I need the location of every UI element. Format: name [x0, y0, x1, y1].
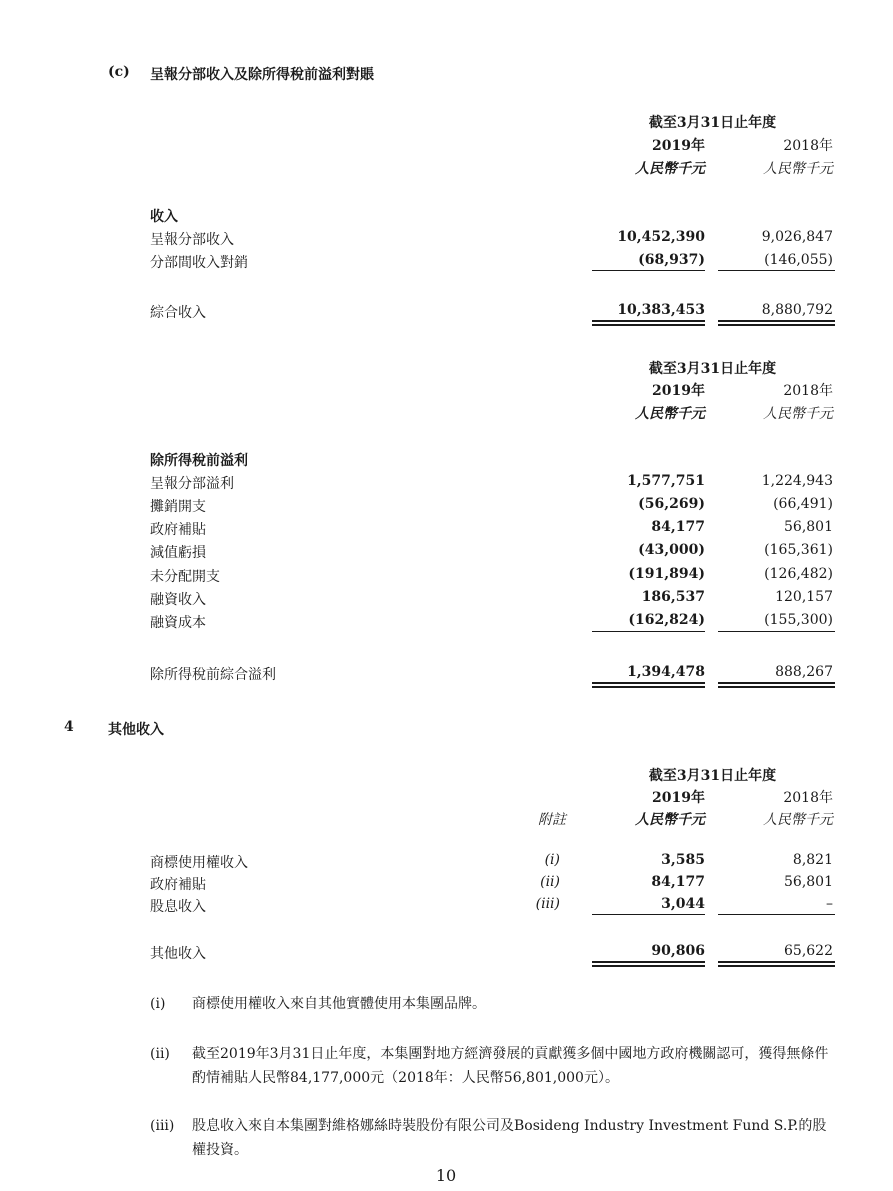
group-title: 收入	[150, 209, 178, 225]
table-cell-2019: 1,577,751	[627, 473, 705, 489]
unit-2018-header: 人民幣千元	[763, 812, 833, 828]
total-2018: 8,880,792	[761, 302, 833, 318]
table-cell-2019: 84,177	[651, 519, 705, 535]
year-2019-header: 2019年	[652, 138, 705, 154]
total-label: 其他收入	[150, 946, 206, 962]
subtotal-rule	[592, 270, 705, 271]
table-cell-2018: (165,361)	[764, 542, 833, 558]
section-number: 4	[64, 719, 74, 735]
table-row-label: 呈報分部溢利	[150, 476, 234, 492]
table-cell-2019: (56,269)	[638, 496, 705, 512]
note-text: 商標使用權收入來自其他實體使用本集團品牌。	[192, 996, 486, 1012]
total-2018: 65,622	[784, 943, 833, 959]
unit-2018-header: 人民幣千元	[763, 406, 833, 422]
period-header: 截至3月31日止年度	[648, 115, 777, 131]
total-label: 除所得稅前綜合溢利	[150, 667, 276, 683]
note-text: 截至2019年3月31日止年度，本集團對地方經濟發展的貢獻獲多個中國地方政府機關認可，獲得無條件酌情補貼人民幣84,177,000元（2018年：人民幣56,801,000元）。	[192, 1046, 829, 1086]
section-title: 呈報分部收入及除所得稅前溢利對賬	[150, 67, 374, 83]
subtotal-rule	[592, 914, 705, 915]
unit-2019-header: 人民幣千元	[635, 161, 705, 177]
subtotal-rule	[718, 914, 835, 915]
table-cell-2019: (43,000)	[638, 542, 705, 558]
table-cell-2018: (66,491)	[773, 496, 833, 512]
year-2018-header: 2018年	[783, 790, 833, 806]
table-cell-2019: 10,452,390	[617, 229, 705, 245]
table-row-label: 股息收入	[150, 899, 206, 915]
table-cell-2018: –	[826, 896, 833, 912]
year-2018-header: 2018年	[783, 383, 833, 399]
table-cell-2018: 1,224,943	[761, 473, 833, 489]
unit-2019-header: 人民幣千元	[635, 812, 705, 828]
section-title: 其他收入	[108, 722, 164, 738]
table-cell-2019: 3,044	[661, 896, 705, 912]
table-row-label: 融資成本	[150, 615, 206, 631]
table-row-label: 政府補貼	[150, 877, 206, 893]
table-row-label: 呈報分部收入	[150, 232, 234, 248]
table-row-label: 分部間收入對銷	[150, 255, 248, 271]
unit-2018-header: 人民幣千元	[763, 161, 833, 177]
table-cell-2019: (191,894)	[628, 566, 705, 582]
total-2018: 888,267	[775, 664, 833, 680]
subtotal-rule	[718, 631, 835, 632]
total-double-rule	[592, 320, 705, 326]
total-double-rule	[718, 320, 835, 326]
table-cell-note: (i)	[544, 852, 560, 868]
period-header: 截至3月31日止年度	[648, 768, 777, 784]
table-cell-2018: (126,482)	[764, 566, 833, 582]
group-title: 除所得稅前溢利	[150, 453, 248, 469]
table-cell-2018: 8,821	[792, 852, 833, 868]
page-number: 10	[435, 1166, 457, 1185]
table-cell-2018: (155,300)	[764, 612, 833, 628]
note-label: (iii)	[150, 1118, 175, 1134]
total-2019: 90,806	[651, 943, 705, 959]
total-2019: 10,383,453	[617, 302, 705, 318]
total-2019: 1,394,478	[627, 664, 705, 680]
year-2018-header: 2018年	[783, 138, 833, 154]
table-cell-2018: (146,055)	[764, 252, 833, 268]
table-row-label: 融資收入	[150, 592, 206, 608]
table-cell-2019: 186,537	[641, 589, 705, 605]
table-row-label: 攤銷開支	[150, 499, 206, 515]
unit-2019-header: 人民幣千元	[635, 406, 705, 422]
table-cell-2019: 84,177	[651, 874, 705, 890]
year-2019-header: 2019年	[652, 383, 705, 399]
section-label: (c)	[108, 64, 130, 80]
total-double-rule	[592, 682, 705, 688]
table-cell-2019: 3,585	[661, 852, 705, 868]
total-double-rule	[718, 682, 835, 688]
period-header: 截至3月31日止年度	[648, 361, 777, 377]
note-label: (i)	[150, 996, 166, 1012]
table-cell-note: (iii)	[535, 896, 560, 912]
table-row-label: 減值虧損	[150, 545, 206, 561]
table-row-label: 政府補貼	[150, 522, 206, 538]
table-cell-2018: 120,157	[775, 589, 833, 605]
note-text: 股息收入來自本集團對維格娜絲時裝股份有限公司及Bosideng Industry Investment Fund S.P.的股權投資。	[192, 1118, 827, 1158]
note-label: (ii)	[150, 1046, 170, 1062]
subtotal-rule	[592, 631, 705, 632]
total-label: 綜合收入	[150, 305, 206, 321]
table-row-label: 商標使用權收入	[150, 855, 248, 871]
table-cell-2018: 56,801	[784, 519, 833, 535]
table-cell-note: (ii)	[540, 874, 560, 890]
table-cell-2018: 56,801	[784, 874, 833, 890]
total-double-rule	[718, 961, 835, 967]
year-2019-header: 2019年	[652, 790, 705, 806]
subtotal-rule	[718, 270, 835, 271]
table-row-label: 未分配開支	[150, 569, 220, 585]
total-double-rule	[592, 961, 705, 967]
table-cell-2019: (162,824)	[628, 612, 705, 628]
table-cell-2018: 9,026,847	[761, 229, 833, 245]
note-column-header: 附註	[538, 812, 566, 828]
table-cell-2019: (68,937)	[638, 252, 705, 268]
